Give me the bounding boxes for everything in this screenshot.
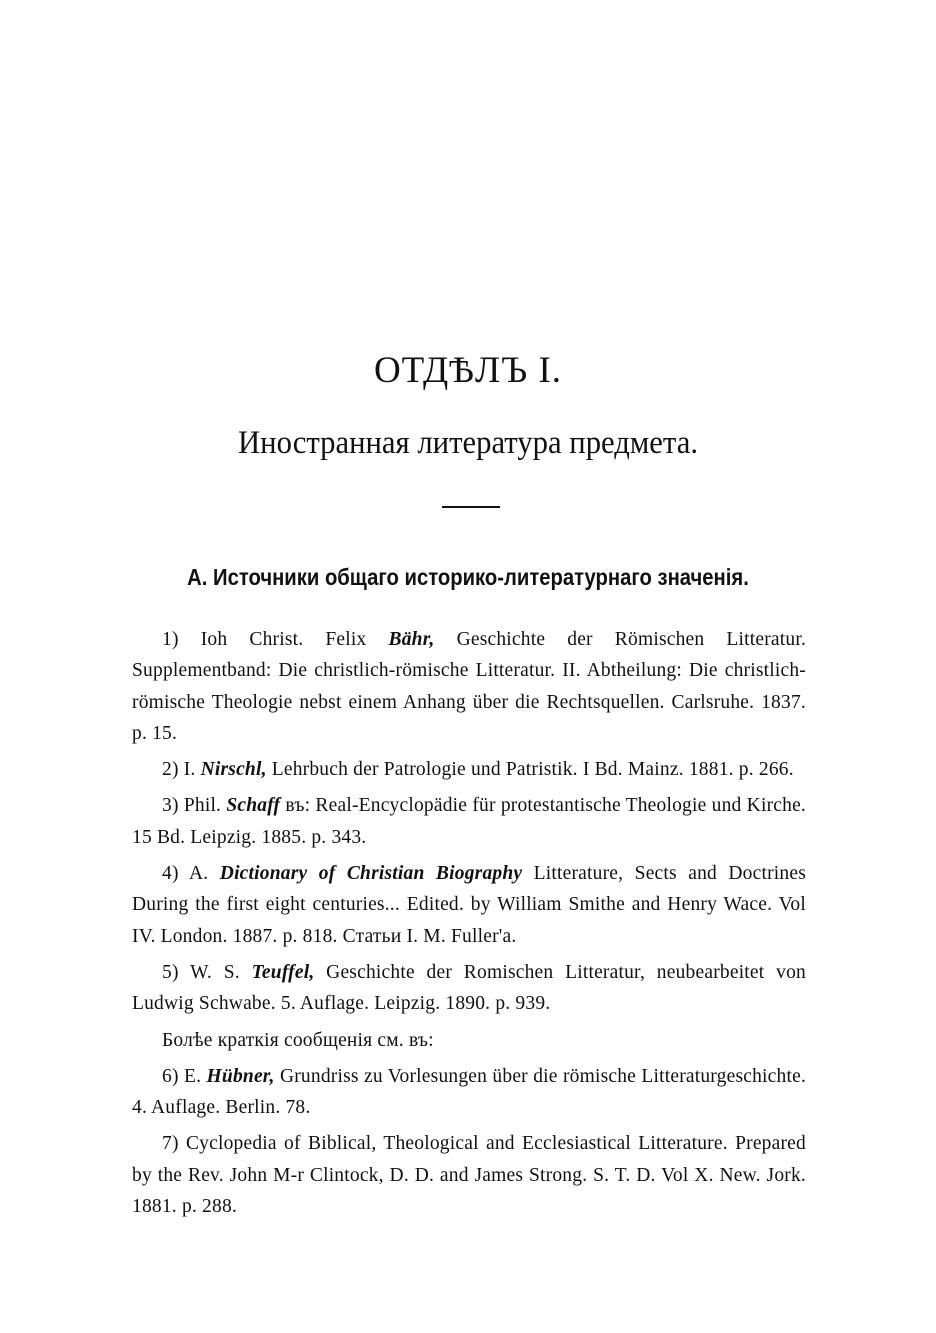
entry-author-italic: Teuffel, <box>251 961 315 983</box>
bibliography-entry <box>132 1128 806 1222</box>
entry-number: 3) <box>162 795 179 817</box>
entry-author-italic: Dictionary of Christian Biography <box>219 863 523 885</box>
entry-author-italic: Nirschl, <box>200 759 267 781</box>
entry-author-italic: Hübner, <box>206 1065 275 1087</box>
entry-author: W. S. <box>190 961 240 983</box>
entry-text: Geschichte der Romischen Litteratur, neubearbeitet von Ludwig Schwabe. 5. Auflage. Leipzig. 1890. p. 939. <box>132 961 807 1015</box>
bibliography-entry <box>132 790 806 853</box>
entry-text: Болѣе краткія сообщенія см. въ: <box>162 1029 434 1051</box>
subsection-heading: А. Источники общаго историко-литературнаго значенія. <box>187 564 749 590</box>
entry-author: Ioh Christ. Felix <box>200 629 367 650</box>
entry-number: 7) <box>162 1133 179 1155</box>
bibliography-entry <box>132 957 806 1020</box>
bibliography-entry <box>132 858 806 952</box>
entry-text: Lehrbuch der Patrologie und Patristik. I Bd. Mainz. 1881. p. 266. <box>271 759 794 781</box>
bibliography-list <box>132 624 806 1227</box>
entry-text: въ: Real-Encyclopädie für protestantische Theologie und Kirche. 15 Bd. Leipzig. 1885. p. 343. <box>132 795 806 848</box>
entry-number: 6) <box>162 1065 179 1087</box>
section-heading: ОТДѢЛЪ I. <box>373 350 563 391</box>
bibliography-entry <box>132 754 806 785</box>
divider-rule <box>442 506 500 508</box>
entry-number: 4) <box>162 863 179 885</box>
entry-author: E. <box>184 1065 202 1087</box>
entry-text: Geschichte der Römischen Litteratur. Supplementband: Die christlich-römische Litteratur. II. Abtheilung: Die christlich-römische Theologie nebst einem Anhang über die Rechtsquellen. Carlsruhe. 1837. p. 15. <box>132 629 807 744</box>
entry-author: I. <box>183 759 196 781</box>
section-subtitle: Иностранная литература предмета. <box>237 425 699 461</box>
entry-author: A. <box>189 863 209 885</box>
entry-number: 1) <box>162 629 179 650</box>
entry-text: Grundriss zu Vorlesungen über die römische Litteraturgeschichte. 4. Auflage. Berlin. 78. <box>132 1065 807 1119</box>
entry-number: 5) <box>162 961 179 983</box>
bibliography-entry <box>132 624 806 749</box>
entry-number: 2) <box>162 759 179 781</box>
entry-author-italic: Bähr, <box>388 629 435 650</box>
bibliography-note <box>132 1025 806 1056</box>
bibliography-entry <box>132 1061 806 1124</box>
entry-author-italic: Schaff <box>226 795 281 817</box>
entry-text: Cyclopedia of Biblical, Theological and Ecclesiastical Litterature. Prepared by the Rev. John M-r Clintock, D. D. and James Strong. S. T. D. Vol X. New. Jork. 1881. p. 288. <box>132 1133 806 1218</box>
entry-author: Phil. <box>183 795 222 817</box>
entry-text: Litterature, Sects and Doctrines During the first eight centuries... Edited. by William Smithe and Henry Wace. Vol IV. London. 1887. p. 818. Статьи I. M. Fuller'a. <box>132 863 807 947</box>
